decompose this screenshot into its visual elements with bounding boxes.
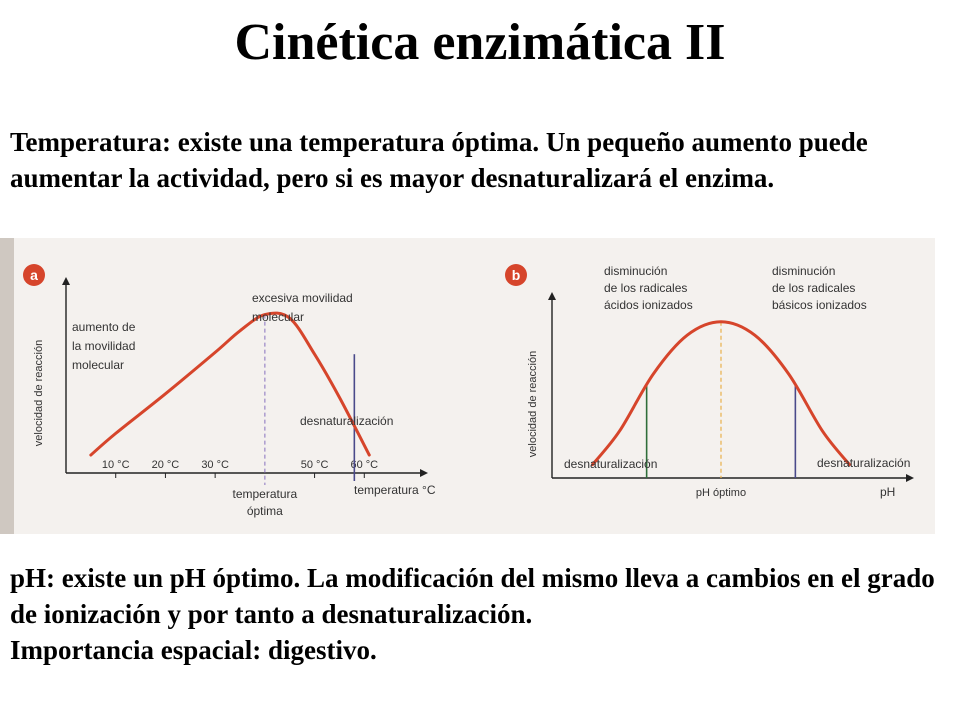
annotation-optimum-2: óptima bbox=[246, 504, 283, 518]
x-tick-label: 50 °C bbox=[300, 459, 329, 471]
x-axis-arrow bbox=[420, 469, 428, 477]
annotation-denaturation-right: desnaturalización bbox=[817, 456, 911, 470]
annotation-acid-3: ácidos ionizados bbox=[604, 298, 693, 312]
temperature-paragraph: Temperatura: existe una temperatura óptima. Un pequeño aumento puede aumentar la actividad, pero si es mayor desnaturalizará el enzima. bbox=[10, 127, 868, 193]
temperature-curve bbox=[91, 313, 369, 455]
chart-ph bbox=[490, 238, 935, 534]
x-axis-arrow bbox=[906, 474, 914, 482]
x-tick-label-optimum: pH óptimo bbox=[695, 487, 747, 499]
annotation-denaturation-left: desnaturalización bbox=[564, 457, 658, 471]
x-tick-label: 30 °C bbox=[201, 459, 229, 471]
y-axis-label: velocidad de reacción bbox=[527, 350, 539, 458]
page-title: Cinética enzimática II bbox=[234, 14, 726, 71]
annotation-excess-1: excesiva movilidad bbox=[252, 291, 353, 305]
panel-badge-label: b bbox=[511, 267, 521, 283]
y-axis-arrow bbox=[62, 277, 70, 285]
figure-book-edge bbox=[0, 238, 14, 534]
y-axis-label: velocidad de reacción bbox=[33, 339, 45, 447]
annotation-increase-3: molecular bbox=[72, 358, 125, 372]
annotation-optimum-1: temperatura bbox=[232, 487, 298, 501]
x-tick-label: 20 °C bbox=[151, 459, 180, 471]
x-axis-label: temperatura °C bbox=[354, 483, 436, 497]
x-axis-label: pH bbox=[880, 485, 896, 499]
annotation-acid-2: de los radicales bbox=[604, 281, 688, 295]
annotation-basic-1: disminución bbox=[772, 264, 836, 278]
x-tick-label: 10 °C bbox=[101, 459, 130, 471]
annotation-basic-3: básicos ionizados bbox=[772, 298, 867, 312]
x-tick-label: 60 °C bbox=[350, 459, 379, 471]
annotation-increase-1: aumento de bbox=[72, 320, 136, 334]
y-axis-arrow bbox=[548, 292, 556, 300]
annotation-acid-1: disminución bbox=[604, 264, 668, 278]
chart-temperature bbox=[14, 238, 480, 534]
ph-paragraph-line-2: Importancia espacial: digestivo. bbox=[10, 635, 377, 665]
annotation-denaturation: desnaturalización bbox=[300, 414, 394, 428]
annotation-basic-2: de los radicales bbox=[772, 281, 856, 295]
ph-paragraph-line-1: pH: existe un pH óptimo. La modificación del mismo lleva a cambios en el grado de ionización y por tanto a desnaturalización. bbox=[10, 563, 935, 629]
annotation-excess-2: molecular bbox=[252, 310, 305, 324]
annotation-increase-2: la movilidad bbox=[72, 339, 136, 353]
panel-badge-label: a bbox=[30, 267, 38, 283]
ph-paragraph bbox=[10, 560, 950, 668]
